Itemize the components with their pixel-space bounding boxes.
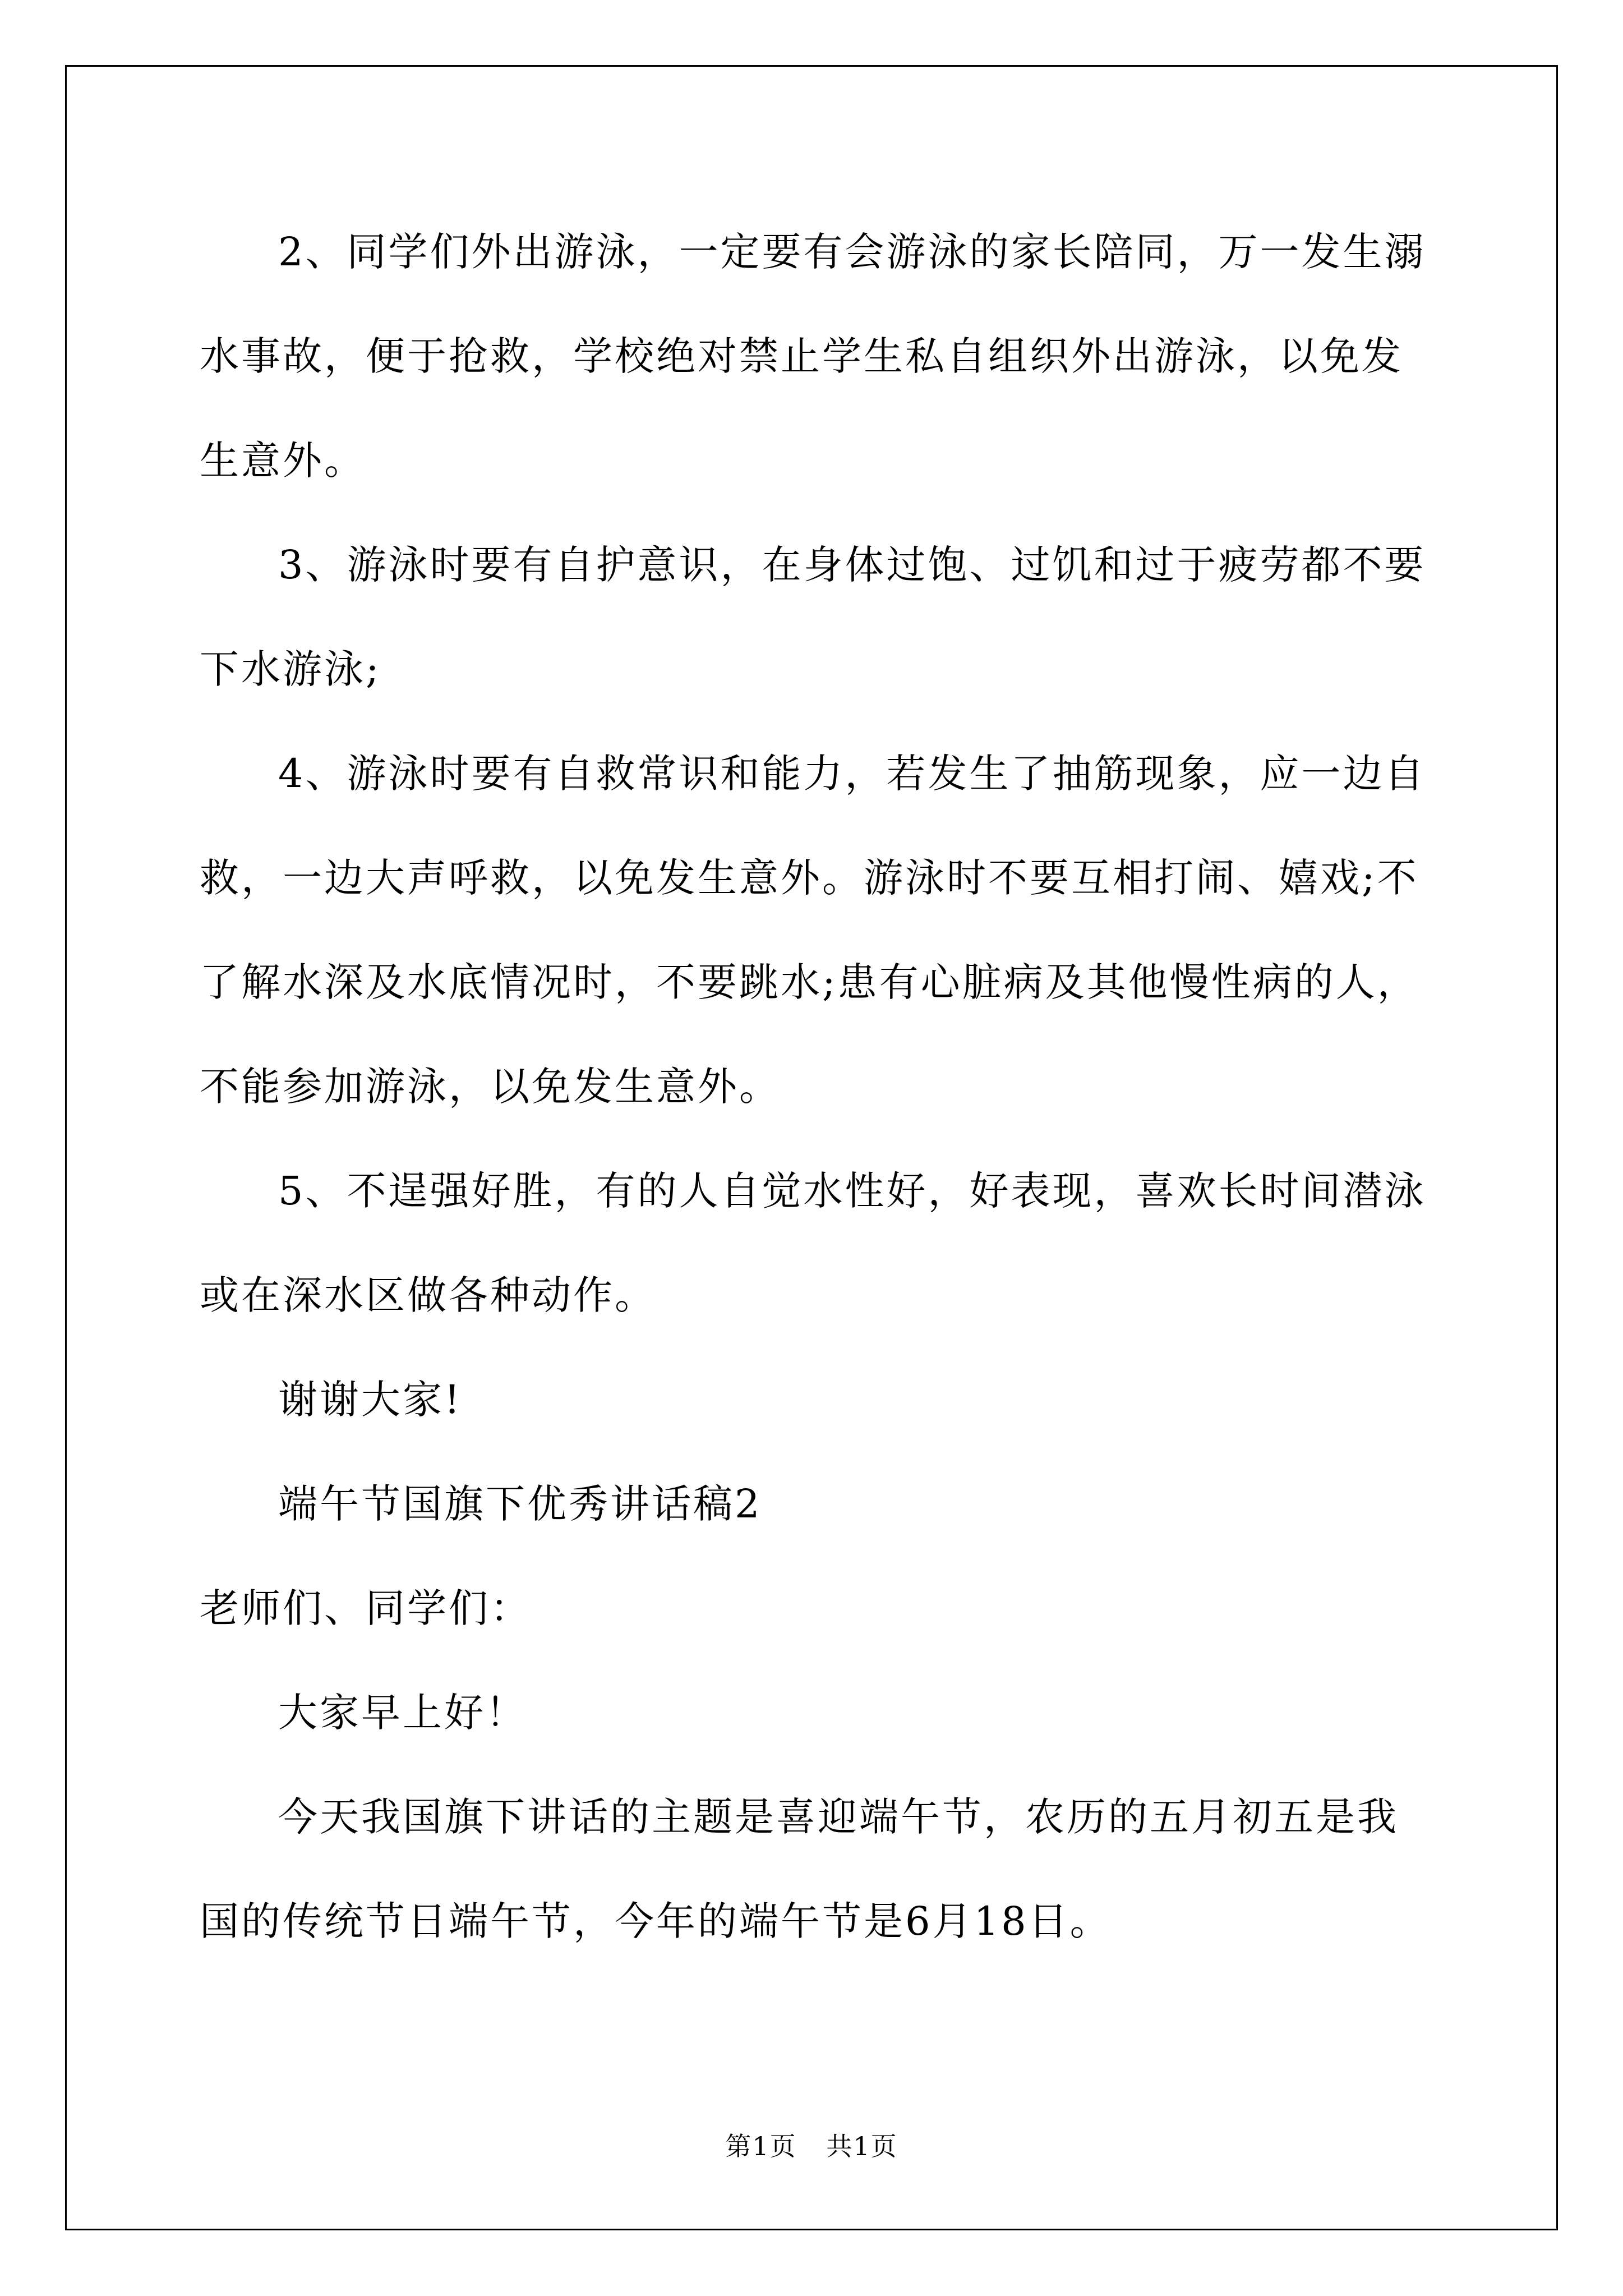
thanks-line: 谢谢大家! — [278, 1377, 463, 1423]
paragraph-item-5: 5、不逞强好胜，有的人自觉水性好，好表现，喜欢长时间潜泳或在深水区做各种动作。 — [200, 1168, 1426, 1318]
page-total: 共1页 — [826, 2131, 898, 2161]
document-body — [200, 200, 1433, 1973]
paragraph-item-4: 4、游泳时要有自救常识和能力，若发生了抽筋现象，应一边自救，一边大声呼救，以免发生意外。游泳时不要互相打闹、嬉戏;不了解水深及水底情况时，不要跳水;患有心脏病及其他慢性病的人，不能参加游泳，以免发生意外。 — [200, 751, 1426, 1110]
paragraph-item-2: 2、同学们外出游泳，一定要有会游泳的家长陪同，万一发生溺水事故，便于抢救，学校绝对禁止学生私自组织外出游泳，以免发生意外。 — [200, 229, 1426, 484]
page-number: 第1页 — [725, 2131, 797, 2161]
opening-paragraph: 今天我国旗下讲话的主题是喜迎端午节，农历的五月初五是我国的传统节日端午节，今年的端午节是6月18日。 — [200, 1794, 1399, 1944]
paragraph-item-3: 3、游泳时要有自护意识，在身体过饱、过饥和过于疲劳都不要下水游泳; — [200, 542, 1426, 692]
salutation: 老师们、同学们： — [200, 1585, 532, 1631]
page-footer — [0, 2126, 1623, 2163]
greeting: 大家早上好！ — [278, 1690, 527, 1736]
speech-title: 端午节国旗下优秀讲话稿2 — [278, 1481, 762, 1527]
